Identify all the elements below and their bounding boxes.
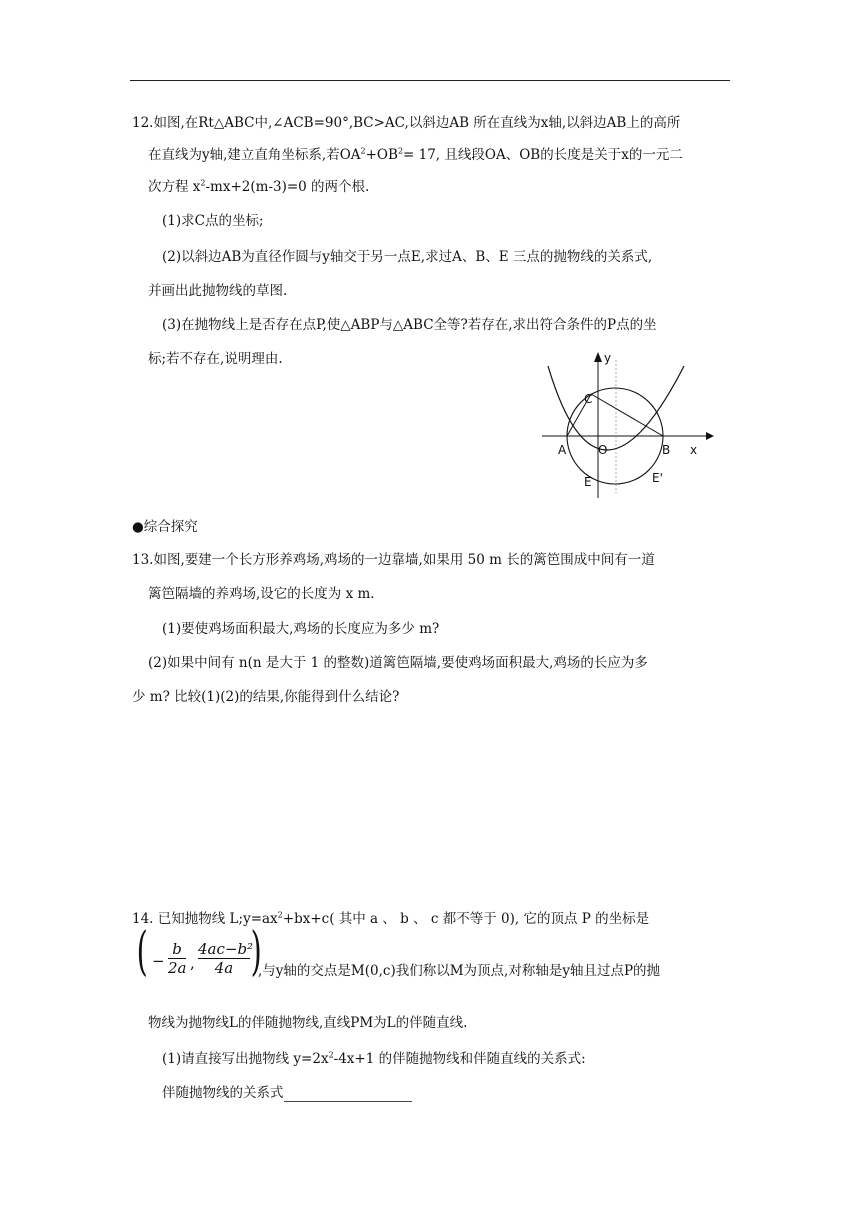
formula-frac1-den: 2a bbox=[168, 959, 187, 977]
q14-part1-answer: 伴随抛物线的关系式 bbox=[162, 1084, 412, 1102]
q13-part1: (1)要使鸡场面积最大,鸡场的长度应为多少 m? bbox=[162, 621, 440, 637]
q14-line1: 14. 已知抛物线 $L;y=ax^2+bx+c$( 其中 a 、 b 、 c 都不等于 0), 它的顶点 P 的坐标是 bbox=[132, 910, 650, 927]
formula-right-paren: ) bbox=[250, 922, 262, 982]
formula-frac1 bbox=[168, 940, 186, 977]
formula-frac2-num: 4ac−b² bbox=[198, 940, 254, 958]
answer-blank[interactable] bbox=[284, 1087, 412, 1102]
q12-part3-cont: 标;若不存在,说明理由. bbox=[148, 351, 283, 367]
q14-part1: (1)请直接写出抛物线 $y=2x^2-4x+1$ 的伴随抛物线和伴随直线的关系式: bbox=[162, 1050, 586, 1067]
section-heading: ●综合探究 bbox=[132, 519, 198, 535]
formula-comma: , bbox=[190, 954, 195, 972]
q13-line1: 13.如图,要建一个长方形养鸡场,鸡场的一边靠墙,如果用 50 m 长的篱笆围成中间有一道 bbox=[132, 552, 655, 568]
q12-part2-cont: 并画出此抛物线的草图. bbox=[148, 283, 288, 299]
figure-label-y: y bbox=[604, 351, 612, 365]
formula-left-paren: ( bbox=[136, 922, 148, 982]
q13-part2-cont: 少 m? 比较(1)(2)的结果,你能得到什么结论? bbox=[132, 689, 400, 705]
figure-label-x: x bbox=[690, 443, 698, 457]
q12-part3: (3)在抛物线上是否存在点P,使△ABP与△ABC全等?若存在,求出符合条件的P点的坐 bbox=[162, 317, 657, 333]
formula-frac2-den: 4a bbox=[214, 959, 234, 977]
figure-label-c: C bbox=[584, 392, 593, 406]
q12-part2: (2)以斜边AB为直径作圆与y轴交于另一点E,求过A、B、E 三点的抛物线的关系式, bbox=[162, 249, 653, 265]
q12-part1: (1)求C点的坐标; bbox=[162, 213, 264, 229]
q13-line2: 篱笆隔墙的养鸡场,设它的长度为 x m. bbox=[148, 586, 375, 602]
formula-frac1-num: b bbox=[168, 940, 186, 959]
figure-label-o: O bbox=[598, 443, 608, 457]
q12-line3: 次方程 $x^2-mx+2(m-3)=0$ 的两个根. bbox=[148, 178, 370, 195]
figure-label-a: A bbox=[558, 443, 567, 457]
q12-line2: 在直线为y轴,建立直角坐标系,若$OA^2+OB^2= 17$, 且线段OA、OB的长度是关于x的一元二 bbox=[148, 146, 683, 163]
figure-label-e-prime: E' bbox=[652, 471, 663, 485]
q12-line1: 12.如图,在Rt△ABC中,∠ACB=90°,BC>AC,以斜边AB 所在直线为x轴,以斜边AB上的高所 bbox=[132, 115, 681, 131]
parabola-circle-figure bbox=[538, 348, 718, 500]
q13-part2: (2)如果中间有 n(n 是大于 1 的整数)道篱笆隔墙,要使鸡场面积最大,鸡场的长应为多 bbox=[148, 655, 648, 671]
q14-line2: ,与y轴的交点是M(0,c)我们称以M为顶点,对称轴是y轴且过点P的抛 bbox=[258, 963, 661, 979]
figure-label-b: B bbox=[662, 443, 671, 457]
formula-frac2 bbox=[198, 940, 254, 977]
formula-minus: − bbox=[152, 952, 165, 970]
figure-label-e: E bbox=[584, 475, 592, 489]
q14-line3: 物线为抛物线L的伴随抛物线,直线PM为L的伴随直线. bbox=[148, 1015, 468, 1031]
header-rule bbox=[130, 80, 730, 81]
